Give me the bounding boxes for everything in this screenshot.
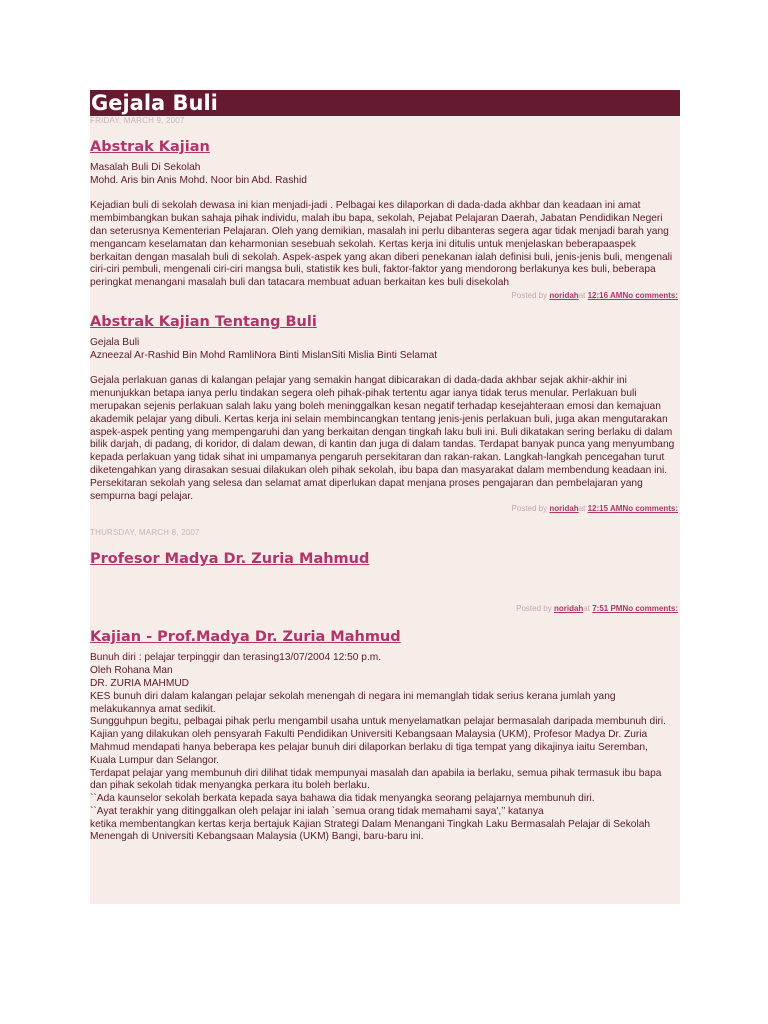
post-title-link[interactable]: Abstrak Kajian bbox=[90, 139, 210, 155]
post-title-link[interactable]: Kajian - Prof.Madya Dr. Zuria Mahmud bbox=[90, 629, 401, 646]
post-footer bbox=[90, 604, 680, 614]
comments-link[interactable]: No comments: bbox=[622, 604, 678, 614]
author-link[interactable]: noridah bbox=[553, 604, 584, 614]
at-label: at bbox=[578, 504, 588, 514]
post-line: DR. ZURIA MAHMUD bbox=[90, 677, 190, 689]
post-paragraph: Kejadian buli di sekolah dewasa ini kian menjadi-jadi . Pelbagai kes dilaporkan di dada-dada akhbar dan keadaan ini amat membimbangkan bukan sahaja pihak individu, malah ibu bapa, sekolah, Pejabat Pelajaran Daerah, Jabatan Pendidikan Negeri dan seterusnya Kementerian Pelajaran. Oleh yang demikian, masalah ini perlu dibanteras segera agar tidak menjadi barah yang mengancam keselamatan dan keharmonian sesebuah sekolah. Kertas kerja ini ditulis untuk menjelaskan beberapaaspek berkaitan dengan masalah buli di sekolah. Aspek-aspek yang akan diberi penekanan ialah definisi buli, jenis-jenis buli, mengenali ciri-ciri pembuli, mengenali ciri-ciri mangsa buli, statistik kes buli, faktor-faktor yang mendorong berlakunya kes buli, beberapa peringkat menangani masalah buli dan tatacara membuat aduan berkaitan kes buli disekolah bbox=[90, 200, 673, 289]
post bbox=[90, 313, 680, 514]
post bbox=[90, 138, 680, 301]
posted-by-label: Posted by bbox=[516, 604, 554, 614]
at-label: at bbox=[578, 290, 588, 300]
author-link[interactable]: noridah bbox=[549, 504, 579, 514]
blog-page bbox=[90, 90, 680, 904]
post-line: Kajian yang dilakukan oleh pensyarah Fakulti Pendidikan Universiti Kebangsaan Malaysia (UKM), Profesor Madya Dr. Zuria Mahmud mendapati hanya beberapa kes pelajar bunuh diri dilaporkan berlaku di tiga tempat yang dikajinya iaitu Seremban, Kuala Lumpur dan Selangor. bbox=[90, 729, 648, 766]
post-intro-line: Gejala Buli bbox=[90, 336, 140, 348]
post-line: Terdapat pelajar yang membunuh diri dilihat tidak mempunyai masalah dan apabila ia berlaku, semua pihak termasuk ibu bapa dan pihak sekolah tidak menyangka perkara itu boleh berlaku. bbox=[90, 767, 662, 792]
post-body bbox=[90, 337, 680, 503]
post-time-link[interactable]: 7:51 PM bbox=[592, 604, 623, 614]
post bbox=[90, 550, 680, 614]
date-header: THURSDAY, MARCH 8, 2007 bbox=[90, 528, 200, 538]
date-header: FRIDAY, MARCH 9, 2007 bbox=[90, 116, 185, 125]
post-time-link[interactable]: 12:15 AM bbox=[587, 504, 623, 514]
post-intro-line: Masalah Buli Di Sekolah bbox=[90, 162, 201, 173]
post-time-link[interactable]: 12:16 AM bbox=[587, 290, 623, 300]
at-label: at bbox=[583, 604, 593, 614]
post-intro-line: Mohd. Aris bin Anis Mohd. Noor bin Abd. Rashid bbox=[90, 174, 307, 186]
comments-link[interactable]: No comments: bbox=[622, 290, 678, 300]
post bbox=[90, 628, 680, 844]
post-line: Bunuh diri : pelajar terpinggir dan terasing13/07/2004 12:50 p.m. bbox=[90, 652, 382, 664]
post-line: ketika membentangkan kertas kerja bertajuk Kajian Strategi Dalam Menangani Tingkah Laku Bermasalah Pelajar di Sekolah Menengah di Universiti Kebangsaan Malaysia (UKM) Bangi, baru-baru ini. bbox=[90, 818, 651, 843]
post-body bbox=[90, 162, 680, 290]
post-body-empty bbox=[90, 568, 680, 604]
post-footer bbox=[90, 291, 680, 301]
comments-link[interactable]: No comments: bbox=[622, 504, 678, 514]
post-line: ``Ayat terakhir yang ditinggalkan oleh pelajar ini ialah `semua orang tidak memahami saya',’’ katanya bbox=[90, 805, 544, 817]
post-line: Oleh Rohana Man bbox=[90, 665, 173, 677]
posted-by-label: Posted by bbox=[511, 290, 550, 300]
post-intro-line: Azneezal Ar-Rashid Bin Mohd RamliNora Binti MislanSiti Mislia Binti Selamat bbox=[90, 349, 438, 361]
post-paragraph: Gejala perlakuan ganas di kalangan pelajar yang semakin hangat dibicarakan di dada-dada akhbar sejak akhir-akhir ini menunjukkan betapa ianya perlu tindakan segera oleh pihak-pihak tertentu agar ianya tidak terus menular. Perlakuan buli merupakan sejenis perlakuan salah laku yang boleh meninggalkan kesan negatif terhadap kesejahteraan emosi dan kemajuan akademik pelajar yang dibuli. Kertas kerja ini selain membincangkan tentang jenis-jenis perlakuan buli, juga akan mengutarakan aspek-aspek penting yang mempengaruhi dan yang berkaitan dengan tingkah laku buli ini. Buli dikatakan sering berlaku di dalam bilik darjah, di padang, di koridor, di dalam dewan, di kantin dan juga di dalam tandas. Terdapat banyak punca yang menyumbang kepada perlakuan yang tidak sihat ini umpamanya pengaruh persekitaran dan rakan-rakan. Langkah-langkah pencegahan turut diketengahkan yang dirasakan sesuai dilakukan oleh pihak sekolah, ibu bapa dan masyarakat dalam membendung keadaan ini. Persekitaran sekolah yang selesa dan selamat amat diperlukan dapat menjana proses pengajaran dan pembelajaran yang sempurna bagi pelajar. bbox=[90, 375, 675, 502]
post-footer bbox=[90, 504, 680, 514]
author-link[interactable]: noridah bbox=[549, 290, 579, 300]
post-line: ``Ada kaunselor sekolah berkata kepada saya bahawa dia tidak menyangka seorang pelajarnya membunuh diri. bbox=[90, 793, 595, 805]
posted-by-label: Posted by bbox=[511, 504, 550, 514]
post-body bbox=[90, 652, 680, 844]
post-title-link[interactable]: Profesor Madya Dr. Zuria Mahmud bbox=[90, 551, 370, 568]
post-line: KES bunuh diri dalam kalangan pelajar sekolah menengah di negara ini memanglah tidak serius kerana jumlah yang melakukannya amat sedikit. bbox=[90, 690, 616, 715]
blog-title-banner[interactable]: Gejala Buli bbox=[90, 90, 680, 116]
post-line: Sungguhpun begitu, pelbagai pihak perlu mengambil usaha untuk menyelamatkan pelajar bermasalah daripada membunuh diri. bbox=[90, 716, 666, 728]
post-title-link[interactable]: Abstrak Kajian Tentang Buli bbox=[90, 313, 317, 330]
